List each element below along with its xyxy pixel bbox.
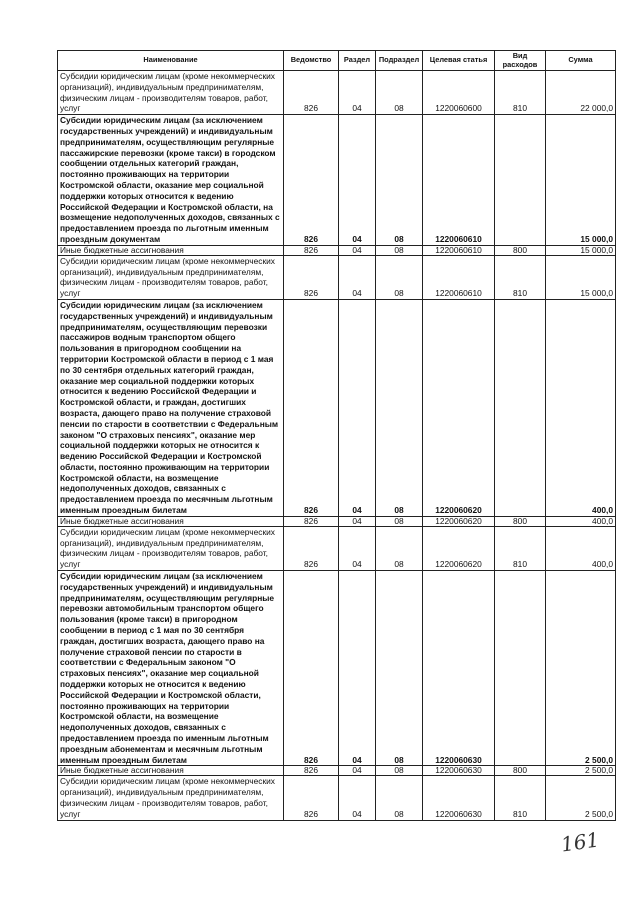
cell-subsection: 08 [376,526,423,570]
cell-subsection: 08 [376,571,423,766]
cell-amount: 22 000,0 [546,71,616,115]
budget-table [57,50,616,821]
cell-name: Иные бюджетные ассигнования [58,245,284,255]
cell-section: 04 [339,299,376,516]
cell-target: 1220060610 [423,245,495,255]
cell-target: 1220060620 [423,299,495,516]
cell-amount: 15 000,0 [546,245,616,255]
table-row [58,245,616,255]
cell-target: 1220060600 [423,71,495,115]
cell-name: Субсидии юридическим лицам (за исключением государственных учреждений) и индивидуальным предпринимателям, осуществляющим перевозки пассажиров водным транспортом общего пользования в пригородном сообщении на территории Костромской области в период с 1 мая по 30 сентября отдельных категорий граждан, оказание мер социальной поддержки которых относится к ведению Российской Федерации и Костромской области, и граждан, достигших возраста, дающего право на получение страховой пенсии по старости в соответствии с Федеральным законом "О страховых пенсиях", оказание мер социальной поддержки которых не относится к ведению Российской Федерации и Костромской области, постоянно проживающим на территории Костромской области, на возмещение недополученных доходов, связанных с предоставлением проезда по месячным льготным именным проездным билетам [58,299,284,516]
cell-expense-type: 800 [495,245,546,255]
table-row [58,571,616,766]
cell-subsection: 08 [376,255,423,299]
cell-target: 1220060610 [423,115,495,246]
table-row [58,71,616,115]
cell-subsection: 08 [376,245,423,255]
cell-amount: 15 000,0 [546,115,616,246]
cell-expense-type [495,299,546,516]
header-department: Ведомство [284,51,339,71]
cell-department: 826 [284,776,339,820]
cell-expense-type [495,115,546,246]
cell-expense-type: 800 [495,516,546,526]
cell-name: Субсидии юридическим лицам (кроме некоммерческих организаций), индивидуальным предпринимателям, физическим лицам - производителям товаров, работ, услуг [58,526,284,570]
cell-name: Иные бюджетные ассигнования [58,766,284,776]
cell-department: 826 [284,766,339,776]
cell-target: 1220060630 [423,776,495,820]
cell-amount: 2 500,0 [546,776,616,820]
cell-subsection: 08 [376,71,423,115]
cell-subsection: 08 [376,115,423,246]
cell-department: 826 [284,245,339,255]
header-expense-type: Вид расходов [495,51,546,71]
cell-section: 04 [339,571,376,766]
cell-amount: 2 500,0 [546,571,616,766]
cell-amount: 400,0 [546,526,616,570]
cell-amount: 2 500,0 [546,766,616,776]
table-row [58,115,616,246]
cell-name: Субсидии юридическим лицам (за исключением государственных учреждений) и индивидуальным предпринимателям, осуществляющим регулярные перевозки автомобильным транспортом общего пользования (кроме такси) в пригородном сообщении в период с 1 мая по 30 сентября граждан, достигших возраста, дающего право на получение страховой пенсии по старости в соответствии с Федеральным законом "О страховых пенсиях", оказание мер социальной поддержки которых не относится к ведению Российской Федерации и Костромской области, постоянно проживающих на территории Костромской области, на возмещение недополученных доходов, связанных с предоставлением проезда по именным льготным проездным абонементам и месячным льготным именным проездным билетам [58,571,284,766]
cell-subsection: 08 [376,516,423,526]
table-header-row [58,51,616,71]
cell-department: 826 [284,526,339,570]
cell-expense-type: 810 [495,71,546,115]
header-section: Раздел [339,51,376,71]
cell-expense-type [495,571,546,766]
cell-section: 04 [339,776,376,820]
table-row [58,766,616,776]
cell-subsection: 08 [376,299,423,516]
header-subsection: Подраздел [376,51,423,71]
table-row [58,299,616,516]
table-row [58,776,616,820]
cell-amount: 400,0 [546,299,616,516]
cell-name: Иные бюджетные ассигнования [58,516,284,526]
cell-target: 1220060630 [423,766,495,776]
cell-section: 04 [339,245,376,255]
cell-amount: 15 000,0 [546,255,616,299]
cell-expense-type: 810 [495,526,546,570]
cell-subsection: 08 [376,766,423,776]
cell-section: 04 [339,255,376,299]
cell-department: 826 [284,299,339,516]
cell-department: 826 [284,71,339,115]
table-row [58,526,616,570]
cell-section: 04 [339,526,376,570]
cell-amount: 400,0 [546,516,616,526]
cell-section: 04 [339,71,376,115]
cell-section: 04 [339,115,376,246]
cell-target: 1220060630 [423,571,495,766]
cell-target: 1220060620 [423,516,495,526]
cell-expense-type: 810 [495,255,546,299]
header-target: Целевая статья [423,51,495,71]
cell-section: 04 [339,516,376,526]
table-row [58,255,616,299]
cell-department: 826 [284,255,339,299]
cell-target: 1220060610 [423,255,495,299]
cell-department: 826 [284,115,339,246]
cell-department: 826 [284,571,339,766]
cell-name: Субсидии юридическим лицам (за исключением государственных учреждений) и индивидуальным предпринимателям, осуществляющим регулярные пассажирские перевозки (кроме такси) в городском сообщении отдельных категорий граждан, постоянно проживающих на территории Костромской области, оказание мер социальной поддержки которых относится к ведению Российской Федерации и Костромской области, на возмещение недополученных доходов, связанных с предоставлением проезда по льготным именным проездным документам [58,115,284,246]
cell-name: Субсидии юридическим лицам (кроме некоммерческих организаций), индивидуальным предпринимателям, физическим лицам - производителям товаров, работ, услуг [58,255,284,299]
header-name: Наименование [58,51,284,71]
cell-name: Субсидии юридическим лицам (кроме некоммерческих организаций), индивидуальным предпринимателям, физическим лицам - производителям товаров, работ, услуг [58,776,284,820]
cell-expense-type: 800 [495,766,546,776]
cell-target: 1220060620 [423,526,495,570]
handwritten-page-number: 161 [559,827,601,857]
cell-expense-type: 810 [495,776,546,820]
cell-subsection: 08 [376,776,423,820]
cell-name: Субсидии юридическим лицам (кроме некоммерческих организаций), индивидуальным предпринимателям, физическим лицам - производителям товаров, работ, услуг [58,71,284,115]
table-row [58,516,616,526]
header-amount: Сумма [546,51,616,71]
cell-department: 826 [284,516,339,526]
cell-section: 04 [339,766,376,776]
